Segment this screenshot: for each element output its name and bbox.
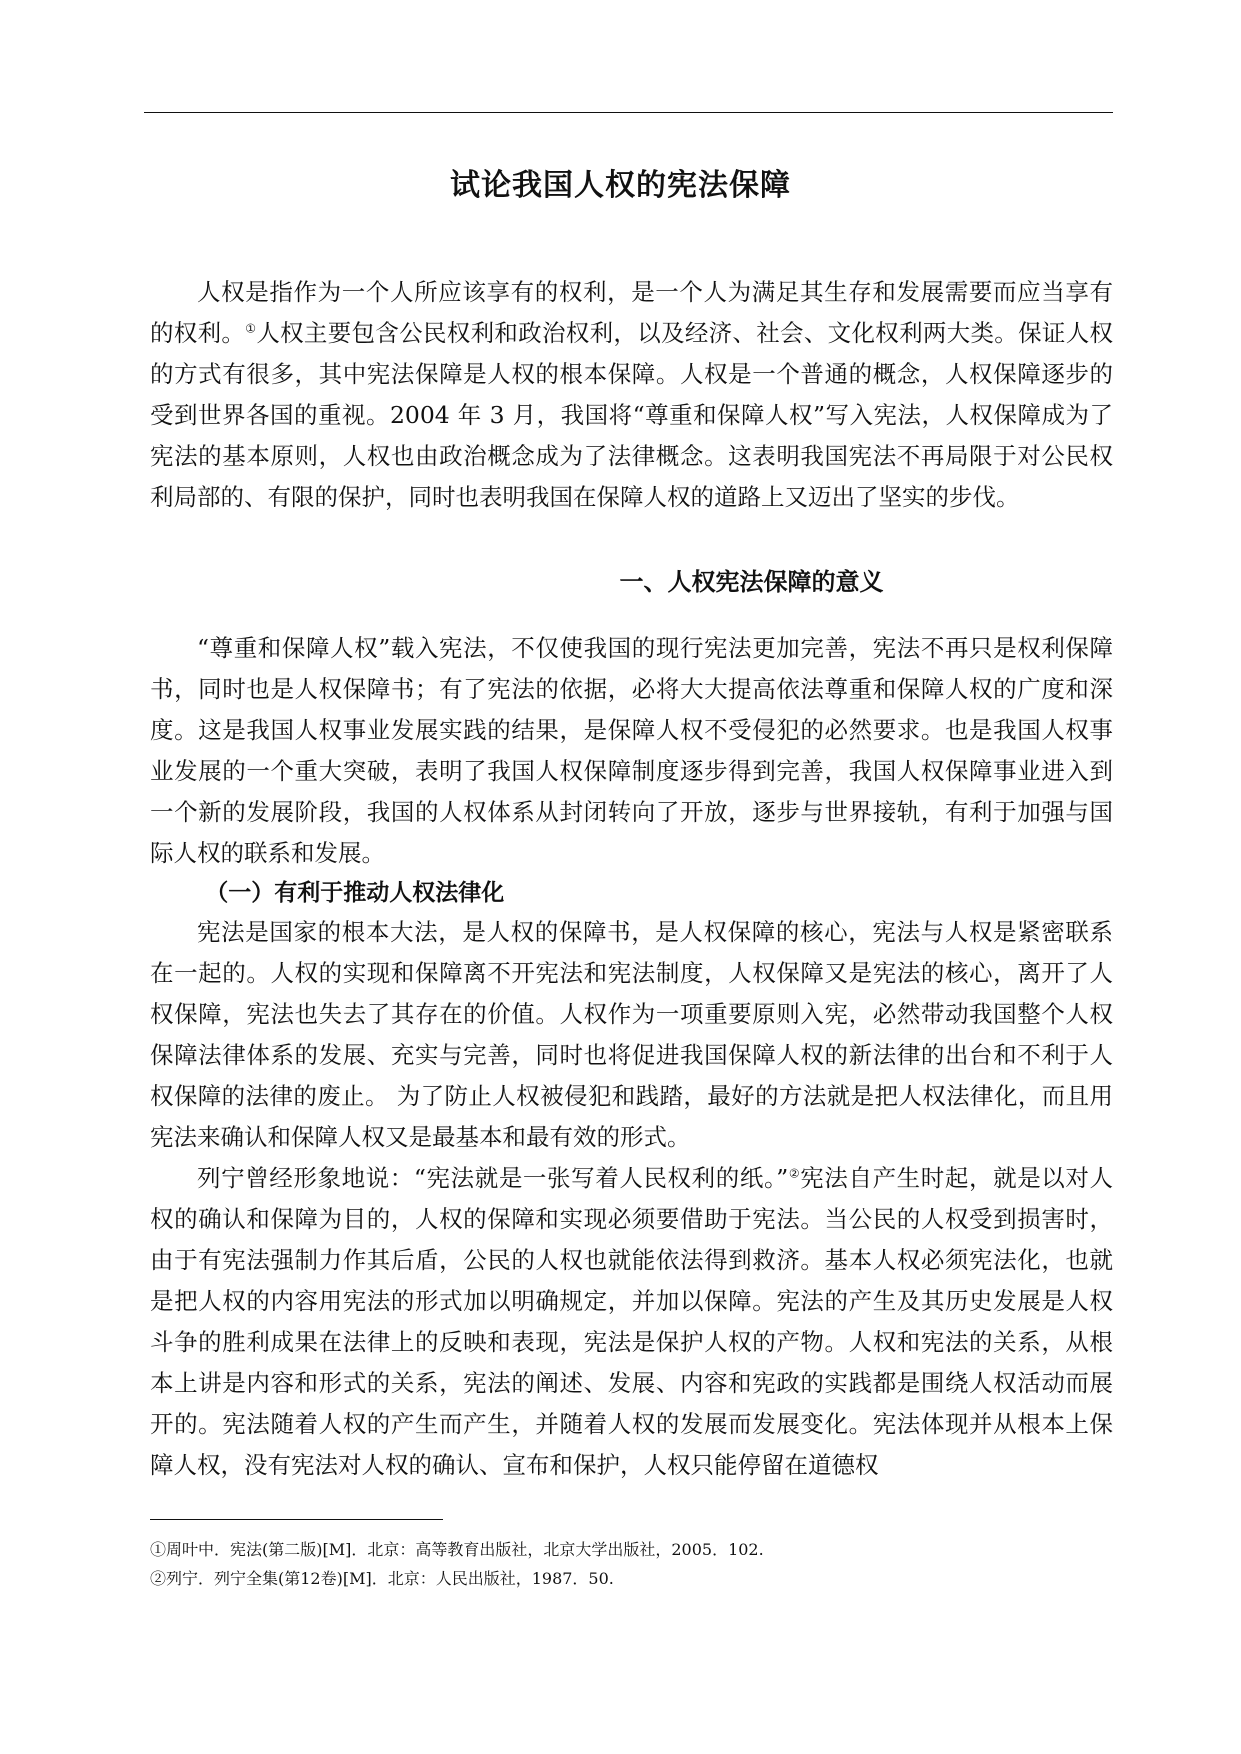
footnote-rule [150, 1519, 443, 1520]
header-rule [144, 112, 1113, 113]
document-body [150, 272, 1113, 1486]
footnote-marker-1: ① [245, 321, 257, 336]
footnote-marker-2: ② [788, 1166, 801, 1181]
footnote-2: ②列宁．列宁全集(第12卷)[M]．北京：人民出版社，1987．50. [150, 1569, 614, 1588]
intro-text-b: 人权主要包含公民权利和政治权利，以及经济、社会、文化权利两大类。保证人权的方式有很多，其中宪法保障是人权的根本保障。人权是一个普通的概念，人权保障逐步的受到世界各国的重视。2004 年 3 月，我国将“尊重和保障人权”写入宪法，人权保障成为了宪法的基本原则，人权也由政治概念成为了法律概念。这表明我国宪法不再局限于对公民权利局部的、有限的保护，同时也表明我国在保障人权的道路上又迈出了坚实的步伐。 [150, 319, 1114, 511]
section-heading-1: 一、人权宪法保障的意义 [619, 568, 884, 596]
document-title: 试论我国人权的宪法保障 [450, 168, 791, 203]
sub1-paragraph-1: 宪法是国家的根本大法，是人权的保障书，是人权保障的核心，宪法与人权是紧密联系在一起的。人权的实现和保障离不开宪法和宪法制度，人权保障又是宪法的核心，离开了人权保障，宪法也失去了其存在的价值。人权作为一项重要原则入宪，必然带动我国整个人权保障法律体系的发展、充实与完善，同时也将促进我国保障人权的新法律的出台和不利于人权保障的法律的废止。 为了防止人权被侵犯和践踏，最好的方法就是把人权法律化，而且用宪法来确认和保障人权又是最基本和最有效的形式。 [150, 918, 1113, 1151]
sub1-paragraph-2 [150, 1158, 1113, 1486]
subheading-1: （一）有利于推动人权法律化 [205, 880, 505, 906]
intro-text-a: 人权是指作为一个人所应该享有的权利，是一个人为满足其生存和发展需要而应当享有的权利。 [150, 278, 1113, 347]
footnote-1: ①周叶中．宪法(第二版)[M]．北京：高等教育出版社，北京大学出版社，2005．102. [150, 1540, 764, 1559]
section1-paragraph: “尊重和保障人权”载入宪法，不仅使我国的现行宪法更加完善，宪法不再只是权利保障书，同时也是人权保障书；有了宪法的依据，必将大大提高依法尊重和保障人权的广度和深度。这是我国人权事业发展实践的结果，是保障人权不受侵犯的必然要求。也是我国人权事业发展的一个重大突破，表明了我国人权保障制度逐步得到完善，我国人权保障事业进入到一个新的发展阶段，我国的人权体系从封闭转向了开放，逐步与世界接轨，有利于加强与国际人权的联系和发展。 [150, 634, 1113, 867]
intro-paragraph [150, 272, 1113, 518]
sub1-paragraph-2-text-a: 列宁曾经形象地说：“宪法就是一张写着人民权利的纸。” [197, 1164, 789, 1192]
footnotes [150, 1535, 1110, 1593]
sub1-paragraph-2-text-b: 宪法自产生时起，就是以对人权的确认和保障为目的，人权的保障和实现必须要借助于宪法。当公民的人权受到损害时，由于有宪法强制力作其后盾，公民的人权也就能依法得到救济。基本人权必须宪法化，也就是把人权的内容用宪法的形式加以明确规定，并加以保障。宪法的产生及其历史发展是人权斗争的胜利成果在法律上的反映和表现，宪法是保护人权的产物。人权和宪法的关系，从根本上讲是内容和形式的关系，宪法的阐述、发展、内容和宪政的实践都是围绕人权活动而展开的。宪法随着人权的产生而产生，并随着人权的发展而发展变化。宪法体现并从根本上保障人权，没有宪法对人权的确认、宣布和保护，人权只能停留在道德权 [150, 1164, 1113, 1479]
